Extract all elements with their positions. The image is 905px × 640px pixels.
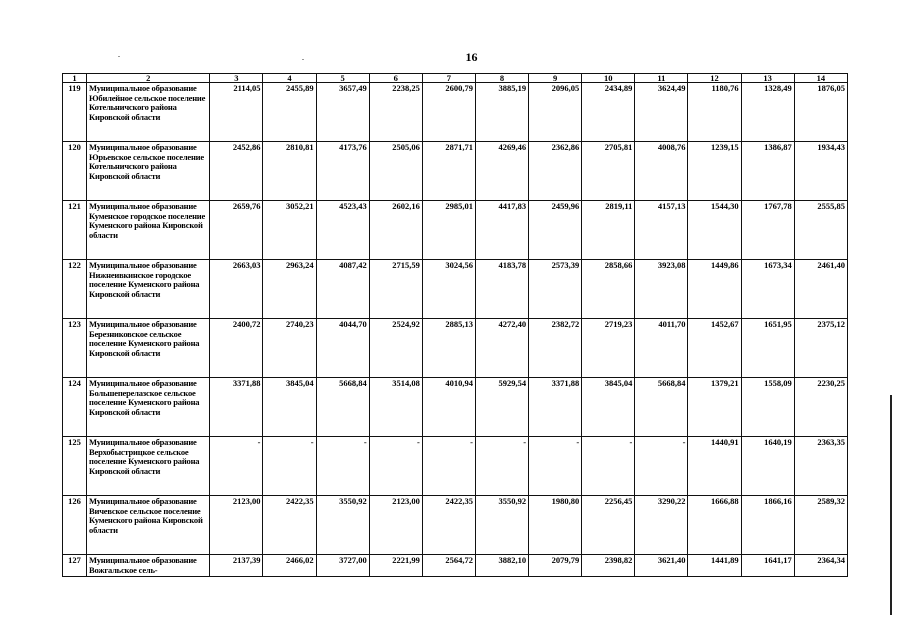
value-cell: 2400,72: [210, 319, 263, 378]
value-cell: -: [422, 437, 475, 496]
value-cell: 4417,83: [475, 201, 528, 260]
table-row: [63, 142, 848, 201]
value-cell: 1666,88: [688, 496, 741, 555]
value-cell: 5668,84: [635, 378, 688, 437]
value-cell: 4183,78: [475, 260, 528, 319]
value-cell: 2602,16: [369, 201, 422, 260]
municipality-name: Муниципальное образование Большеперелазское сельское поселение Куменского района Кировской области: [87, 378, 210, 437]
value-cell: 2434,89: [582, 83, 635, 142]
column-header: 5: [316, 74, 369, 83]
value-cell: 2858,66: [582, 260, 635, 319]
value-cell: 1558,09: [741, 378, 794, 437]
value-cell: 3727,00: [316, 555, 369, 577]
table-row: [63, 496, 848, 555]
value-cell: 4173,76: [316, 142, 369, 201]
value-cell: 1180,76: [688, 83, 741, 142]
column-header: 2: [87, 74, 210, 83]
value-cell: 1386,87: [741, 142, 794, 201]
value-cell: 2985,01: [422, 201, 475, 260]
column-header: 3: [210, 74, 263, 83]
column-header: 9: [529, 74, 582, 83]
row-number: 124: [63, 378, 87, 437]
value-cell: 2398,82: [582, 555, 635, 577]
value-cell: 1866,16: [741, 496, 794, 555]
value-cell: 2564,72: [422, 555, 475, 577]
table-row: [63, 260, 848, 319]
value-cell: 4011,70: [635, 319, 688, 378]
row-number: 122: [63, 260, 87, 319]
municipality-name: Муниципальное образование Верхобыстрицкое сельское поселение Куменского района Кировской области: [87, 437, 210, 496]
column-header: 12: [688, 74, 741, 83]
value-cell: 1440,91: [688, 437, 741, 496]
value-cell: 2600,79: [422, 83, 475, 142]
value-cell: 3845,04: [582, 378, 635, 437]
value-cell: 2555,85: [794, 201, 847, 260]
municipality-name: Муниципальное образование Березниковское сельское поселение Куменского района Кировской области: [87, 319, 210, 378]
value-cell: 3923,08: [635, 260, 688, 319]
value-cell: 2505,06: [369, 142, 422, 201]
value-cell: 2123,00: [210, 496, 263, 555]
value-cell: 2740,23: [263, 319, 316, 378]
value-cell: -: [582, 437, 635, 496]
header-row: [63, 74, 848, 83]
value-cell: 3657,49: [316, 83, 369, 142]
table-row: [63, 201, 848, 260]
municipality-name: Муниципальное образование Куменское городское поселение Куменского района Кировской области: [87, 201, 210, 260]
value-cell: 2459,96: [529, 201, 582, 260]
page-number: 16: [465, 50, 478, 64]
page-edge-mark: [890, 395, 892, 615]
value-cell: 1641,17: [741, 555, 794, 577]
value-cell: 3621,40: [635, 555, 688, 577]
value-cell: 2375,12: [794, 319, 847, 378]
value-cell: 2659,76: [210, 201, 263, 260]
value-cell: 2524,92: [369, 319, 422, 378]
value-cell: 2810,81: [263, 142, 316, 201]
value-cell: 2382,72: [529, 319, 582, 378]
value-cell: 4008,76: [635, 142, 688, 201]
row-number: 120: [63, 142, 87, 201]
value-cell: 3845,04: [263, 378, 316, 437]
value-cell: -: [369, 437, 422, 496]
value-cell: 4523,43: [316, 201, 369, 260]
table-row: [63, 319, 848, 378]
column-header: 6: [369, 74, 422, 83]
value-cell: 3624,49: [635, 83, 688, 142]
value-cell: 2221,99: [369, 555, 422, 577]
value-cell: -: [635, 437, 688, 496]
value-cell: 1876,05: [794, 83, 847, 142]
value-cell: 5668,84: [316, 378, 369, 437]
value-cell: 2573,39: [529, 260, 582, 319]
value-cell: 3550,92: [475, 496, 528, 555]
value-cell: 2114,05: [210, 83, 263, 142]
row-number: 126: [63, 496, 87, 555]
value-cell: 2705,81: [582, 142, 635, 201]
value-cell: 2422,35: [263, 496, 316, 555]
value-cell: 4272,40: [475, 319, 528, 378]
column-header: 10: [582, 74, 635, 83]
column-header: 7: [422, 74, 475, 83]
value-cell: 1651,95: [741, 319, 794, 378]
value-cell: 1452,67: [688, 319, 741, 378]
municipality-name: Муниципальное образование Вожгальское сель-: [87, 555, 210, 577]
row-number: 119: [63, 83, 87, 142]
value-cell: 1544,30: [688, 201, 741, 260]
value-cell: 3514,08: [369, 378, 422, 437]
value-cell: 3290,22: [635, 496, 688, 555]
value-cell: 2238,25: [369, 83, 422, 142]
column-header: 8: [475, 74, 528, 83]
value-cell: 2256,45: [582, 496, 635, 555]
value-cell: -: [475, 437, 528, 496]
value-cell: 4087,42: [316, 260, 369, 319]
value-cell: 1673,34: [741, 260, 794, 319]
value-cell: 1767,78: [741, 201, 794, 260]
municipality-name: Муниципальное образование Вичевское сельское поселение Куменского района Кировской области: [87, 496, 210, 555]
value-cell: 1239,15: [688, 142, 741, 201]
value-cell: 2719,23: [582, 319, 635, 378]
column-header: 11: [635, 74, 688, 83]
value-cell: 4269,46: [475, 142, 528, 201]
value-cell: 2461,40: [794, 260, 847, 319]
row-number: 121: [63, 201, 87, 260]
value-cell: 1449,86: [688, 260, 741, 319]
table-row: [63, 555, 848, 577]
row-number: 123: [63, 319, 87, 378]
column-header: 13: [741, 74, 794, 83]
value-cell: 2885,13: [422, 319, 475, 378]
value-cell: 1328,49: [741, 83, 794, 142]
value-cell: 2364,34: [794, 555, 847, 577]
municipality-name: Муниципальное образование Юрьевское сельское поселение Котельничского района Кировской области: [87, 142, 210, 201]
value-cell: 2362,86: [529, 142, 582, 201]
value-cell: 2452,86: [210, 142, 263, 201]
column-header: 4: [263, 74, 316, 83]
value-cell: 2079,79: [529, 555, 582, 577]
value-cell: 1640,19: [741, 437, 794, 496]
municipality-name: Муниципальное образование Нижнеивкинское городское поселение Куменского района Кировской области: [87, 260, 210, 319]
value-cell: 3885,19: [475, 83, 528, 142]
data-table: [62, 73, 848, 577]
value-cell: 5929,54: [475, 378, 528, 437]
scan-speck: [302, 59, 304, 60]
value-cell: 2819,11: [582, 201, 635, 260]
value-cell: 3550,92: [316, 496, 369, 555]
value-cell: 1980,80: [529, 496, 582, 555]
value-cell: 3882,10: [475, 555, 528, 577]
value-cell: 2230,25: [794, 378, 847, 437]
value-cell: 3371,88: [210, 378, 263, 437]
value-cell: 4010,94: [422, 378, 475, 437]
municipality-name: Муниципальное образование Юбилейное сельское поселение Котельничского района Кировской области: [87, 83, 210, 142]
value-cell: 3371,88: [529, 378, 582, 437]
value-cell: 2466,02: [263, 555, 316, 577]
column-header: 1: [63, 74, 87, 83]
value-cell: 1379,21: [688, 378, 741, 437]
value-cell: 2422,35: [422, 496, 475, 555]
value-cell: 2715,59: [369, 260, 422, 319]
value-cell: 2455,89: [263, 83, 316, 142]
table-row: [63, 437, 848, 496]
column-header: 14: [794, 74, 847, 83]
scan-speck: [118, 56, 120, 57]
value-cell: 2871,71: [422, 142, 475, 201]
value-cell: 2963,24: [263, 260, 316, 319]
value-cell: 4157,13: [635, 201, 688, 260]
table-row: [63, 378, 848, 437]
value-cell: 4044,70: [316, 319, 369, 378]
value-cell: 3024,56: [422, 260, 475, 319]
value-cell: -: [529, 437, 582, 496]
value-cell: 2096,05: [529, 83, 582, 142]
table-row: [63, 83, 848, 142]
value-cell: 2363,35: [794, 437, 847, 496]
row-number: 125: [63, 437, 87, 496]
value-cell: 2663,03: [210, 260, 263, 319]
value-cell: 1441,89: [688, 555, 741, 577]
value-cell: 2137,39: [210, 555, 263, 577]
value-cell: 2123,00: [369, 496, 422, 555]
value-cell: -: [263, 437, 316, 496]
value-cell: 3052,21: [263, 201, 316, 260]
row-number: 127: [63, 555, 87, 577]
value-cell: 2589,32: [794, 496, 847, 555]
value-cell: -: [210, 437, 263, 496]
value-cell: -: [316, 437, 369, 496]
value-cell: 1934,43: [794, 142, 847, 201]
